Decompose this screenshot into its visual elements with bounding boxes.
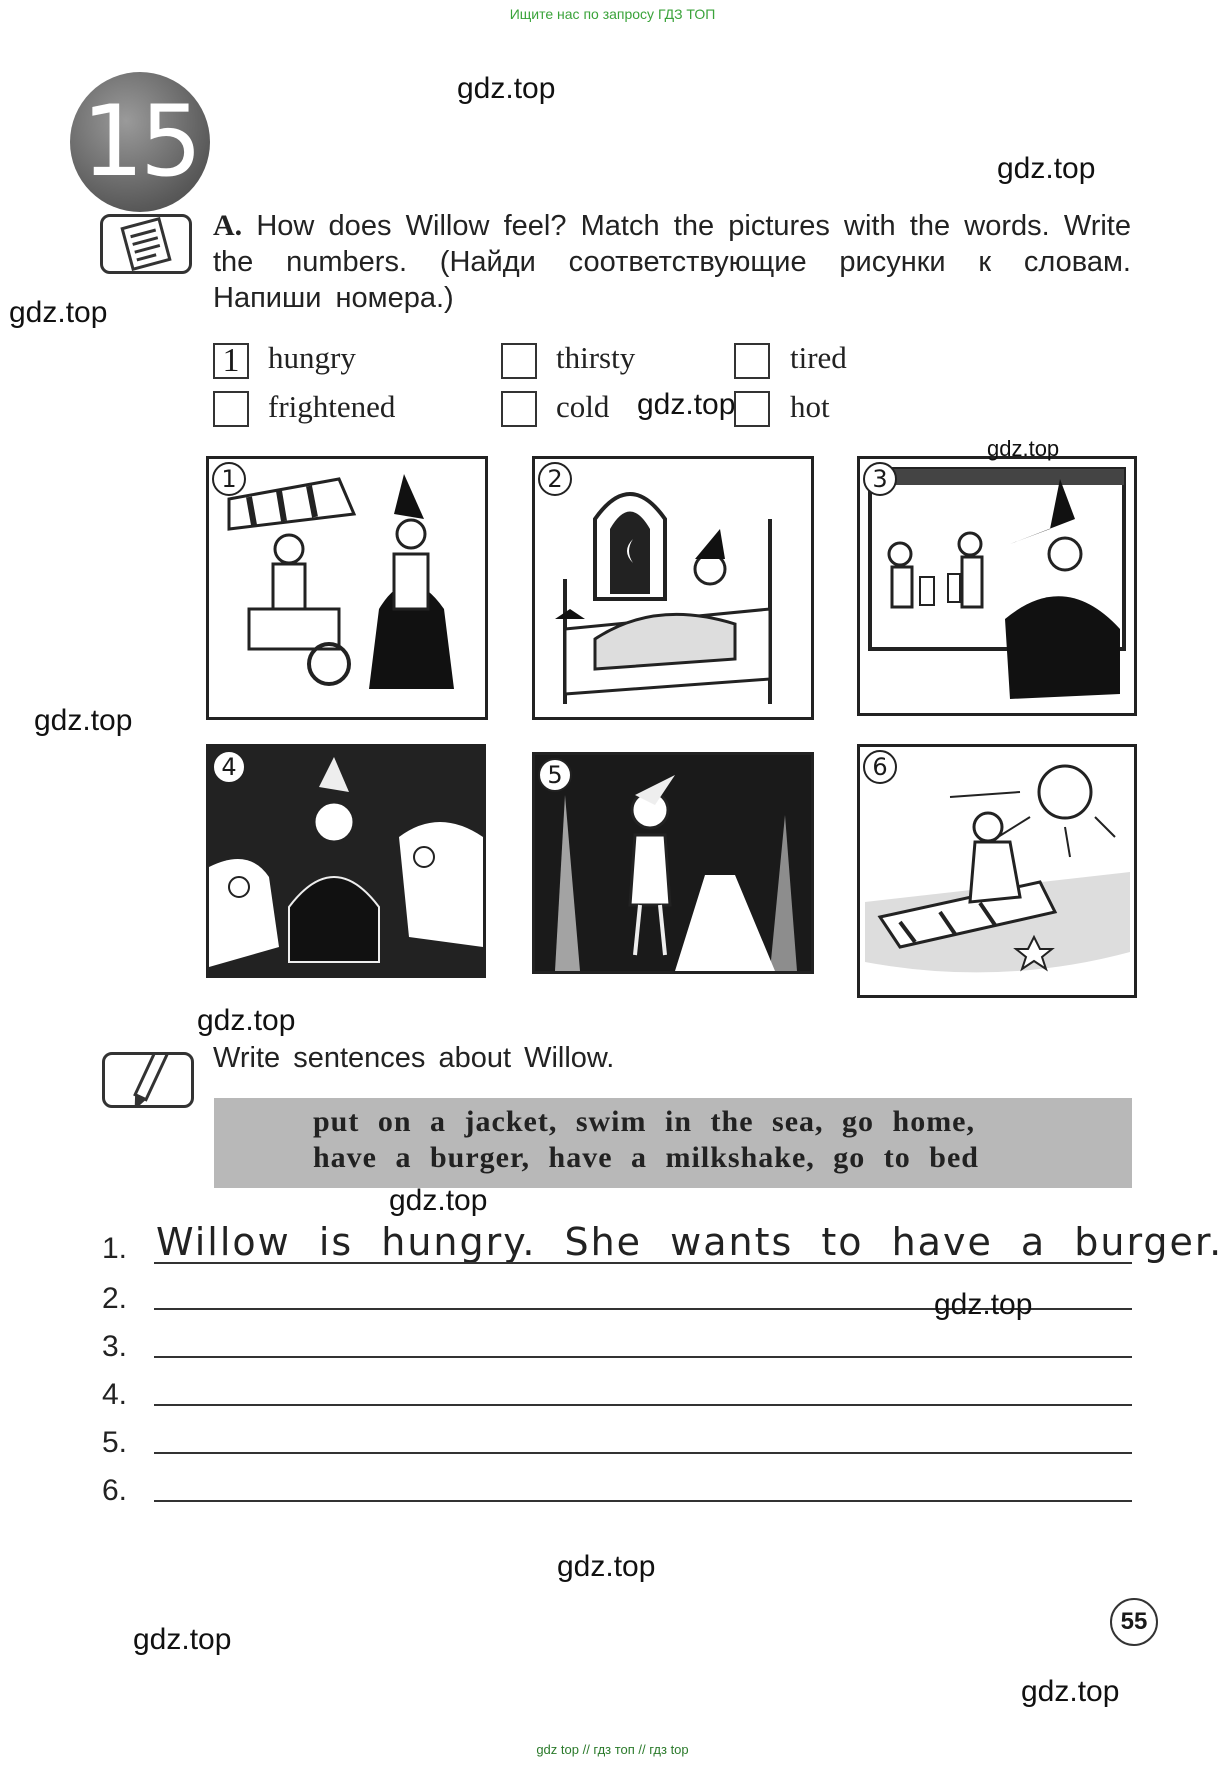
picture-5-dark-path — [532, 752, 814, 974]
top-banner: Ищите нас по запросу ГДЗ ТОП — [509, 6, 716, 22]
answer-box-cold[interactable] — [501, 391, 537, 427]
unit-number: 15 — [81, 85, 199, 199]
watermark: gdz.top — [133, 1623, 232, 1656]
picture-number: 3 — [863, 462, 897, 496]
picture-number: 2 — [538, 462, 572, 496]
watermark: gdz.top — [637, 388, 736, 421]
picture-4-forest — [206, 744, 486, 978]
phrase-line-1: put on a jacket, swim in the sea, go home, — [313, 1105, 975, 1138]
page-number: 55 — [1110, 1598, 1158, 1646]
line-number: 4. — [102, 1378, 128, 1411]
line-number: 1. — [102, 1232, 128, 1265]
picture-number: 4 — [212, 750, 246, 784]
answer-box-thirsty[interactable] — [501, 343, 537, 379]
answer-text: Willow is hungry. She wants to have a burger. — [156, 1220, 1224, 1264]
answer-box-hot[interactable] — [734, 391, 770, 427]
picture-number: 5 — [538, 758, 572, 792]
answer-line[interactable] — [154, 1262, 1132, 1264]
line-number: 6. — [102, 1474, 128, 1507]
phrase-line-2: have a burger, have a milkshake, go to bed — [313, 1141, 979, 1174]
watermark: gdz.top — [389, 1184, 488, 1217]
watermark: gdz.top — [197, 1004, 296, 1037]
notebook-icon — [100, 214, 192, 274]
answer-box-hungry[interactable]: 1 — [213, 343, 249, 379]
picture-2-bed — [532, 456, 814, 720]
line-number: 3. — [102, 1330, 128, 1363]
answer-line[interactable] — [154, 1356, 1132, 1358]
picture-1-market — [206, 456, 488, 720]
line-number: 2. — [102, 1282, 128, 1315]
answer-line[interactable] — [154, 1452, 1132, 1454]
answer-line[interactable] — [154, 1404, 1132, 1406]
watermark: gdz.top — [934, 1288, 1033, 1321]
line-number: 5. — [102, 1426, 128, 1459]
word-tired: tired — [790, 340, 847, 375]
picture-3-cafe — [857, 456, 1137, 716]
task-b-instruction: Write sentences about Willow. — [213, 1042, 615, 1074]
answer-box-tired[interactable] — [734, 343, 770, 379]
watermark: gdz.top — [34, 704, 133, 737]
watermark: gdz.top — [1021, 1675, 1120, 1708]
pencil-icon — [102, 1052, 194, 1108]
watermark: gdz.top — [557, 1550, 656, 1583]
answer-box-frightened[interactable] — [213, 391, 249, 427]
watermark: gdz.top — [9, 296, 108, 329]
task-a-label: A. — [213, 209, 243, 242]
picture-number: 6 — [863, 750, 897, 784]
word-thirsty: thirsty — [556, 340, 636, 375]
watermark: gdz.top — [457, 72, 556, 105]
watermark: gdz.top — [987, 436, 1060, 461]
task-a-text: How does Willow feel? Match the pictures with the words. Write the numbers. (Найди соответствующие рисунки к словам. Напиши номера.) — [213, 210, 1131, 314]
bottom-banner: gdz top // гдз топ // гдз top — [536, 1742, 689, 1757]
answer-line[interactable] — [154, 1500, 1132, 1502]
word-hot: hot — [790, 389, 830, 424]
watermark: gdz.top — [997, 152, 1096, 185]
picture-6-beach — [857, 744, 1137, 998]
picture-number: 1 — [212, 462, 246, 496]
word-cold: cold — [556, 389, 610, 424]
word-hungry: hungry — [268, 340, 356, 375]
task-a-instruction — [213, 208, 1131, 316]
word-frightened: frightened — [268, 389, 396, 424]
